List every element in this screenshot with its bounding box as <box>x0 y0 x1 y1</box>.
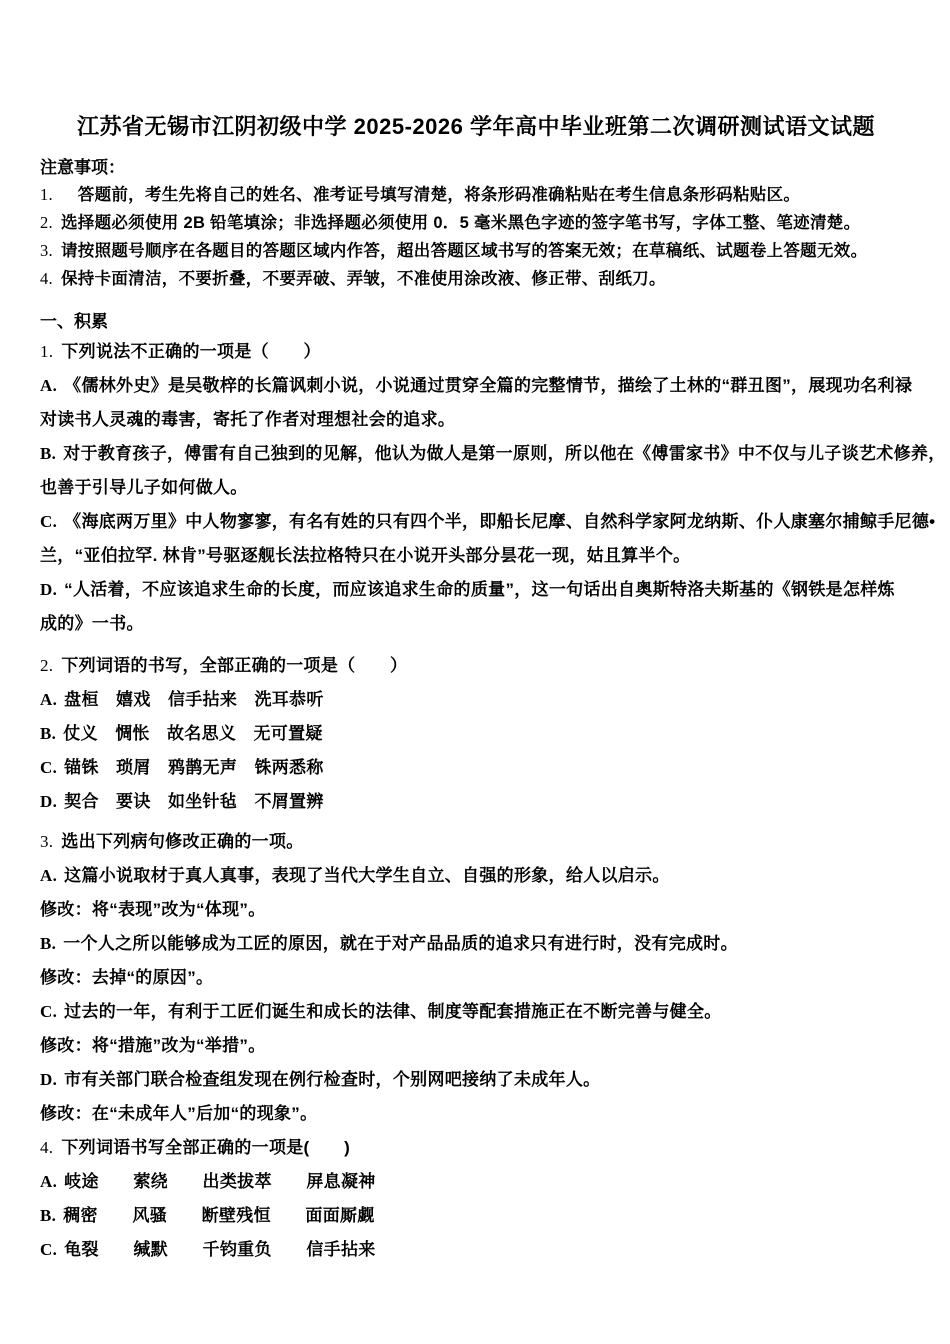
option-line <box>40 683 912 717</box>
question-stem: 下列说法不正确的一项是（ ） <box>61 342 321 361</box>
option-text: 稠密 风骚 断壁残恒 面面厮觑 <box>63 1206 375 1225</box>
section-heading: 一、积累 <box>40 312 108 331</box>
option-text: 成的》一书。 <box>40 614 144 633</box>
notice-item <box>40 209 912 237</box>
option-line <box>40 1199 912 1233</box>
question-4-stem-line <box>40 1131 912 1165</box>
notice-item <box>40 181 912 209</box>
revision-line <box>40 961 912 995</box>
option-label: D. <box>40 580 58 599</box>
option-label: B. <box>40 724 57 743</box>
notice-item <box>40 237 912 265</box>
option-label: D. <box>40 792 58 811</box>
option-label: C. <box>40 1002 58 1021</box>
revision-line <box>40 893 912 927</box>
option-text: 契合 要诀 如坐针毡 不屑置辨 <box>64 792 324 811</box>
question-2 <box>40 649 912 819</box>
option-line <box>40 995 912 1029</box>
notice-number: 4. <box>40 269 53 288</box>
question-stem: 下列词语的书写，全部正确的一项是（ ） <box>61 656 408 675</box>
option-line <box>40 437 946 471</box>
option-line <box>40 785 912 819</box>
option-text: 龟裂 缄默 千钧重负 信手拈来 <box>64 1240 376 1259</box>
option-line <box>40 505 936 539</box>
option-line <box>40 573 912 607</box>
option-line <box>40 1165 912 1199</box>
option-text: “人活着，不应该追求生命的长度，而应该追求生命的质量”，这一句话出自奥斯特洛夫斯基的《钢铁是怎样炼 <box>64 580 895 599</box>
option-label: C. <box>40 512 58 531</box>
option-label: B. <box>40 444 57 463</box>
option-line <box>40 859 912 893</box>
question-stem: 下列词语书写全部正确的一项是( ) <box>61 1138 351 1157</box>
notice-text: 选择题必须使用 2B 铅笔填涂；非选择题必须使用 0．5 毫米黑色字迹的签字笔书写，字体工整、笔迹清楚。 <box>60 214 861 232</box>
revision-text: 修改：将“表现”改为“体现”。 <box>40 900 266 919</box>
question-stem: 选出下列病句修改正确的一项。 <box>61 832 304 851</box>
option-line <box>40 607 912 641</box>
option-text: 兰，“亚伯拉罕. 林肯”号驱逐舰长法拉格特只在小说开头部分昙花一现，姑且算半个。 <box>40 546 691 565</box>
revision-line <box>40 1097 912 1131</box>
revision-text: 修改：在“未成年人”后加“的现象”。 <box>40 1104 318 1123</box>
question-4 <box>40 1131 912 1267</box>
option-label: A. <box>40 1172 58 1191</box>
notice-number: 1. <box>40 185 53 204</box>
option-text: 这篇小说取材于真人真事，表现了当代大学生自立、自强的形象，给人以启示。 <box>64 866 670 885</box>
option-line <box>40 1063 912 1097</box>
revision-text: 修改：将“措施”改为“举措”。 <box>40 1036 266 1055</box>
option-text: 对于教育孩子，傅雷有自己独到的见解，他认为做人是第一原则，所以他在《傅雷家书》中不仅与儿子谈艺术修养， <box>63 444 946 463</box>
option-text: 一个人之所以能够成为工匠的原因，就在于对产品品质的追求只有进行时，没有完成时。 <box>63 934 738 953</box>
revision-line <box>40 1029 912 1063</box>
notice-section <box>40 154 912 293</box>
option-text: 岐途 萦绕 出类拔萃 屏息凝神 <box>64 1172 376 1191</box>
option-label: A. <box>40 866 58 885</box>
option-line <box>40 927 912 961</box>
question-1-stem-line <box>40 335 912 369</box>
option-label: C. <box>40 1240 58 1259</box>
option-line <box>40 717 912 751</box>
question-1 <box>40 335 946 641</box>
option-text: 盘桓 嬉戏 信手拈来 洗耳恭听 <box>64 690 324 709</box>
option-line <box>40 403 912 437</box>
notice-number: 3. <box>40 241 53 260</box>
question-number: 4. <box>40 1138 54 1157</box>
option-text: 过去的一年，有利于工匠们诞生和成长的法律、制度等配套措施正在不断完善与健全。 <box>64 1002 722 1021</box>
option-label: B. <box>40 1206 57 1225</box>
notice-text: 保持卡面清洁，不要折叠，不要弄破、弄皱，不准使用涂改液、修正带、刮纸刀。 <box>60 270 666 288</box>
option-label: A. <box>40 376 58 395</box>
exam-title: 江苏省无锡市江阴初级中学 2025-2026 学年高中毕业班第二次调研测试语文试题 <box>77 114 875 139</box>
option-label: C. <box>40 758 58 777</box>
option-label: A. <box>40 690 58 709</box>
option-line <box>40 539 912 573</box>
question-number: 1. <box>40 342 54 361</box>
option-line <box>40 751 912 785</box>
question-3 <box>40 825 912 1131</box>
notice-heading: 注意事项： <box>40 158 125 177</box>
option-text: 对读书人灵魂的毒害，寄托了作者对理想社会的追求。 <box>40 410 456 429</box>
option-line <box>40 369 912 403</box>
option-text: 市有关部门联合检查组发现在例行检查时，个别网吧接纳了未成年人。 <box>64 1070 601 1089</box>
option-text: 锚铢 琐屑 鸦鹊无声 铢两悉称 <box>64 758 324 777</box>
revision-text: 修改：去掉“的原因”。 <box>40 968 214 987</box>
notice-item <box>40 265 912 293</box>
option-line <box>40 471 912 505</box>
question-number: 2. <box>40 656 54 675</box>
option-label: D. <box>40 1070 58 1089</box>
question-3-stem-line <box>40 825 912 859</box>
notice-text: 请按照题号顺序在各题目的答题区域内作答，超出答题区域书写的答案无效；在草稿纸、试题卷上答题无效。 <box>60 242 868 260</box>
option-text: 仗义 惆怅 故名思义 无可置疑 <box>63 724 323 743</box>
option-text: 也善于引导儿子如何做人。 <box>40 478 248 497</box>
notice-text: 答题前，考生先将自己的姓名、准考证号填写清楚，将条形码准确粘贴在考生信息条形码粘贴区。 <box>60 186 801 204</box>
option-line <box>40 1233 912 1267</box>
question-2-stem-line <box>40 649 912 683</box>
notice-number: 2. <box>40 213 53 232</box>
option-text: 《儒林外史》是吴敬梓的长篇讽刺小说，小说通过贯穿全篇的完整情节，描绘了土林的“群丑图”，展现功名利禄 <box>64 376 913 395</box>
option-label: B. <box>40 934 57 953</box>
option-text: 《海底两万里》中人物寥寥，有名有姓的只有四个半，即船长尼摩、自然科学家阿龙纳斯、仆人康塞尔捕鲸手尼德• <box>64 512 936 531</box>
question-number: 3. <box>40 832 54 851</box>
